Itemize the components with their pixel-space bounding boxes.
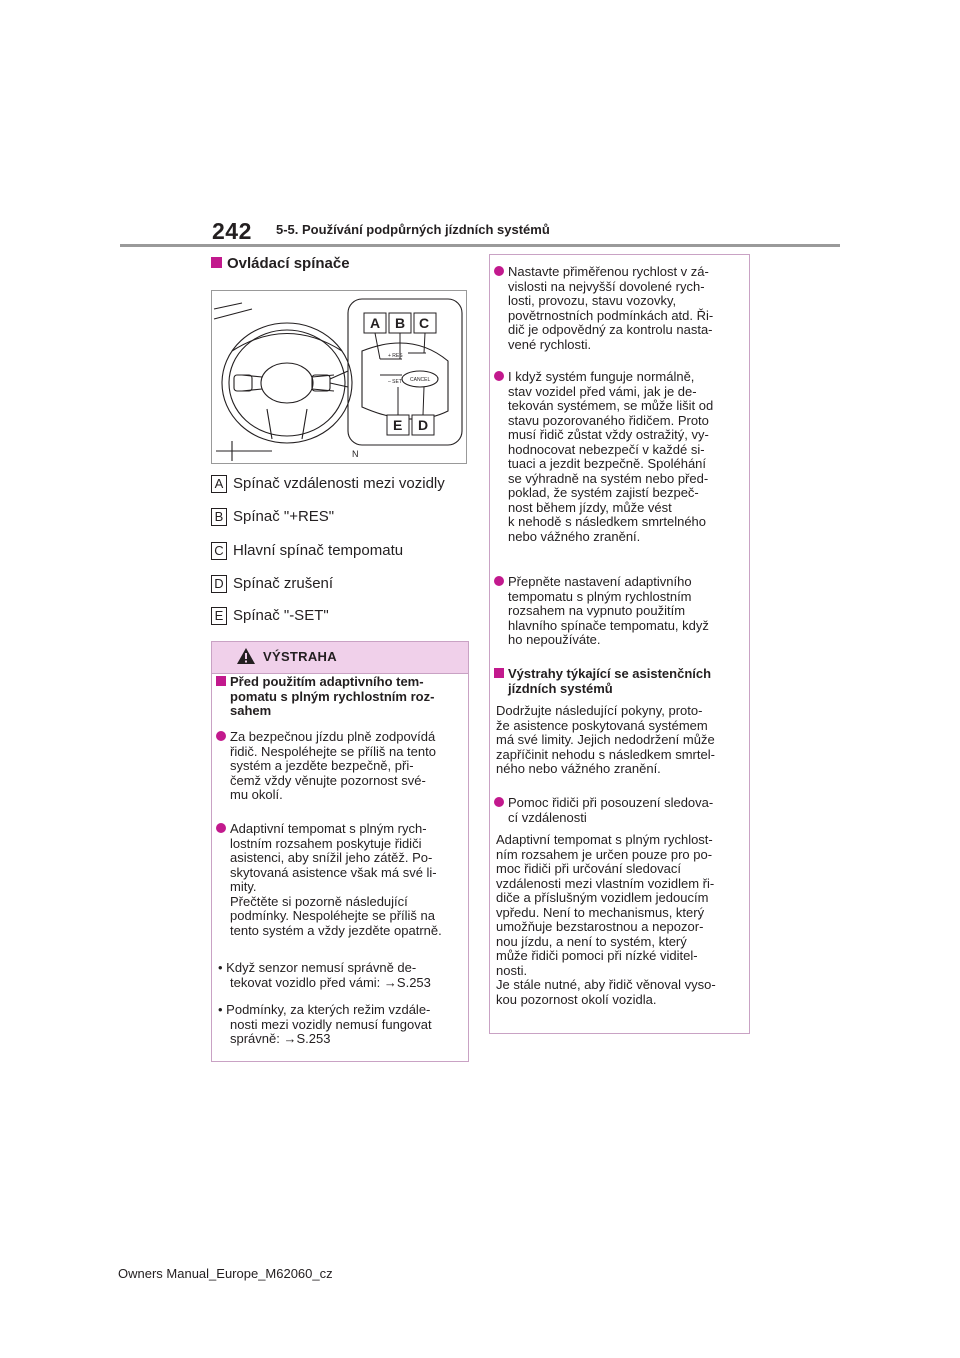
dot-bullet-icon [494, 576, 504, 586]
dot-bullet-icon [494, 797, 504, 807]
warning-subheading: Před použitím adaptivního tem- pomatu s plným rychlostním roz- sahem [216, 675, 434, 719]
dot-bullet-icon [494, 371, 504, 381]
legend-item-d [211, 575, 333, 593]
right-paragraph-2: Adaptivní tempomat s plným rychlost- ním rozsahem je určen pouze pro po- moc řidiči při určování sledovací vzdálenosti mezi vlastním vozidlem ři- diče a příslušným vozidlem jedoucím vpředu. Není to mechanismus, který umožňuje bezstarostnou a nepozor- nou jízdu, a není to systém, který může řidiči pomoci při nízké viditel- nosti. Je stále nutné, aby řidič věnoval vyso- kou pozornost okolí vozidla. [496, 832, 716, 1007]
dot-bullet-icon [216, 823, 226, 833]
warning-subbullet-1: • Když senzor nemusí správně de- tekovat vozidlo před vámi: →S.253 [218, 960, 431, 990]
right-heading: Výstrahy týkající se asistenčních jízdních systémů [494, 667, 711, 696]
right-bullet-2: I když systém funguje normálně, stav vozidel před vámi, jak je de- tekován systémem, se může lišit od stavu pozorovaného řidičem. Proto musí řidič zůstat vždy ostražitý, vy- hodnocovat nebezpečí v každé si- tuaci a jezdit bezpečně. Spoléhání se výhradně na systém nebo před- poklad, že systém zajistí bezpeč- nost během jízdy, může vést k nehodě s následkem smrtelného nebo vážného zranění. [494, 370, 713, 544]
warning-triangle-icon [236, 647, 256, 665]
dot-bullet-icon [216, 731, 226, 741]
square-bullet-icon [494, 668, 504, 678]
dot-bullet-icon [494, 266, 504, 276]
warning-bullet-2: Adaptivní tempomat s plným rych- lostním rozsahem poskytuje řidiči asistenci, aby snížil jeho zátěž. Po- skytovaná asistence však má své li- mity. Přečtěte si pozorně následující podmínky. Nespoléhejte se příliš na tento systém a vždy jezděte opatrně. [216, 822, 442, 938]
figure-letter-e: E [393, 417, 403, 433]
legend-item-b [211, 508, 334, 526]
figure-letter-a: A [370, 315, 381, 331]
header-rule [120, 244, 840, 247]
right-bullet-3: Přepněte nastavení adaptivního tempomatu s plným rychlostním rozsahem na vypnuto použitím hlavního spínače tempomatu, když ho nepoužíváte. [494, 575, 709, 648]
warning-header [212, 642, 468, 674]
right-bullet-4: Pomoc řidiči při posouzení sledova- cí vzdálenosti [494, 796, 713, 825]
section-title: 5-5. Používání podpůrných jízdních systémů [276, 222, 550, 237]
footer-text: Owners Manual_Europe_M62060_cz [118, 1266, 333, 1281]
warning-subbullet-2: • Podmínky, za kterých režim vzdále- nosti mezi vozidly nemusí fungovat správně: →S.253 [218, 1002, 432, 1046]
legend-letter-a: A [211, 475, 227, 493]
legend-text-c: Hlavní spínač tempomatu [233, 542, 404, 559]
right-notes-box [489, 254, 750, 1034]
legend-letter-b: B [211, 508, 227, 526]
figure-label-set: – SET [388, 379, 402, 385]
square-bullet-icon [211, 257, 222, 268]
controls-heading-text: Ovládací spínače [227, 255, 350, 272]
steering-wheel-illustration [212, 291, 466, 463]
legend-text-a: Spínač vzdálenosti mezi vozidly [233, 475, 445, 492]
steering-wheel-figure [211, 290, 467, 464]
legend-item-e [211, 607, 329, 625]
warning-title: VÝSTRAHA [263, 649, 337, 664]
legend-item-a [211, 475, 445, 493]
legend-letter-d: D [211, 575, 227, 593]
right-bullet-1: Nastavte přiměřenou rychlost v zá- vislosti na nejvyšší dovolené rych- losti, provozu, stavu vozovky, povětrnostních podmínkách atd. Ři- dič je odpovědný za kontrolu nasta- vené rychlosti. [494, 265, 713, 352]
legend-item-c [211, 542, 403, 560]
legend-text-b: Spínač "+RES" [233, 508, 335, 525]
figure-letter-b: B [395, 315, 406, 331]
figure-label-cancel: CANCEL [410, 377, 431, 383]
warning-bullet-1: Za bezpečnou jízdu plně zodpovídá řidič. Nespoléhejte se příliš na tento systém a jezděte bezpečně, při- čemž vždy věnujte pozornost své- mu okolí. [216, 730, 436, 803]
square-bullet-icon [216, 676, 226, 686]
figure-label-res: + RES [388, 353, 403, 359]
warning-box [211, 641, 469, 1062]
figure-letter-d: D [418, 417, 429, 433]
figure-letter-c: C [419, 315, 430, 331]
legend-letter-e: E [211, 607, 227, 625]
figure-label-n: N [352, 449, 359, 459]
controls-heading [211, 255, 350, 272]
legend-text-d: Spínač zrušení [233, 575, 334, 592]
legend-text-e: Spínač "-SET" [233, 607, 329, 624]
right-paragraph-1: Dodržujte následující pokyny, proto- že asistence poskytovaná systémem má své limity. Jejich nedodržení může zapříčinit nehodu s následkem smrtel- ného nebo vážného zranění. [496, 703, 715, 776]
legend-letter-c: C [211, 542, 227, 560]
page-number: 242 [212, 218, 252, 244]
